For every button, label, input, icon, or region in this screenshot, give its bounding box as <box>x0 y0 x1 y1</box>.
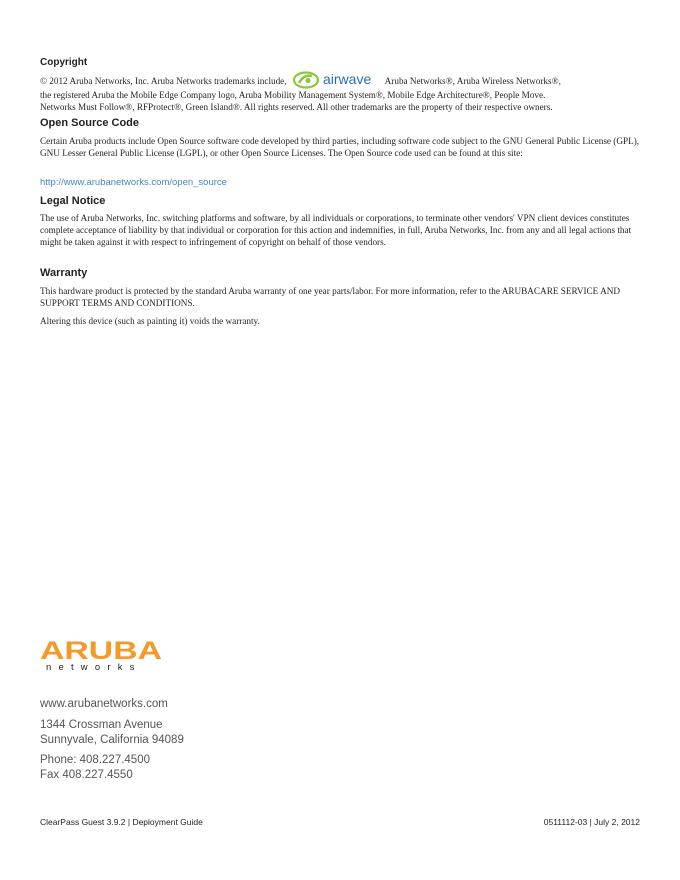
open-source-link[interactable]: http://www.arubanetworks.com/open_source <box>40 177 227 188</box>
copyright-line2: the registered Aruba the Mobile Edge Company logo, Aruba Mobility Management System®, Mobile Edge Architecture®, People Move. <box>40 90 546 100</box>
footer-right: 0511112-03 | July 2, 2012 <box>543 817 640 827</box>
warranty-heading: Warranty <box>40 267 88 279</box>
address-line-1: 1344 Crossman Avenue <box>40 719 163 731</box>
airwave-logo-text: airwave <box>322 71 372 87</box>
document-page <box>40 0 640 880</box>
legal-notice-text: The use of Aruba Networks, Inc. switching platforms and software, by all individuals or corporations, to terminate other vendors' VPN client devices constitutes complete acceptance of liability by that individual or corporation for this action and indemnifies, in full, Aruba Networks, Inc. from any and all legal actions that might be taken against it with respect to infringement of copyright on behalf of those vendors. <box>40 213 632 247</box>
airwave-logo <box>293 71 381 89</box>
open-source-text: Certain Aruba products include Open Source software code developed by third parties, including software code subject to the GNU General Public License (GPL), GNU Lesser General Public License (LGPL), or other Open Source Licenses. The Open Source code used can be found at this site: <box>40 136 640 158</box>
footer-left: ClearPass Guest 3.9.2 | Deployment Guide <box>40 817 203 827</box>
warranty-text: This hardware product is protected by the standard Aruba warranty of one year parts/labor. For more information, refer to the ARUBACARE SERVICE AND SUPPORT TERMS AND CONDITIONS. <box>40 286 620 308</box>
aruba-logo <box>40 637 165 673</box>
copyright-heading: Copyright <box>40 57 88 68</box>
phone-number: Phone: 408.227.4500 <box>40 754 150 766</box>
warranty-painting-text: Altering this device (such as painting it) voids the warranty. <box>40 316 260 326</box>
open-source-heading: Open Source Code <box>40 117 140 129</box>
copyright-line3: Networks Must Follow®, RFProtect®, Green Island®. All rights reserved. All other trademarks are the property of their respective owners. <box>40 102 553 112</box>
website-url[interactable]: www.arubanetworks.com <box>40 698 168 710</box>
copyright-text <box>40 71 640 113</box>
address-line-2: Sunnyvale, California 94089 <box>40 734 184 746</box>
fax-number: Fax 408.227.4550 <box>40 769 133 781</box>
aruba-logo-wordmark: ARUBA <box>40 637 162 665</box>
copyright-line1-pre: © 2012 Aruba Networks, Inc. Aruba Networks trademarks include, <box>40 76 287 86</box>
aruba-logo-subtext: networks <box>46 662 142 673</box>
copyright-line1-post: Aruba Networks®, Aruba Wireless Networks®, <box>384 76 561 86</box>
legal-notice-heading: Legal Notice <box>40 195 106 207</box>
